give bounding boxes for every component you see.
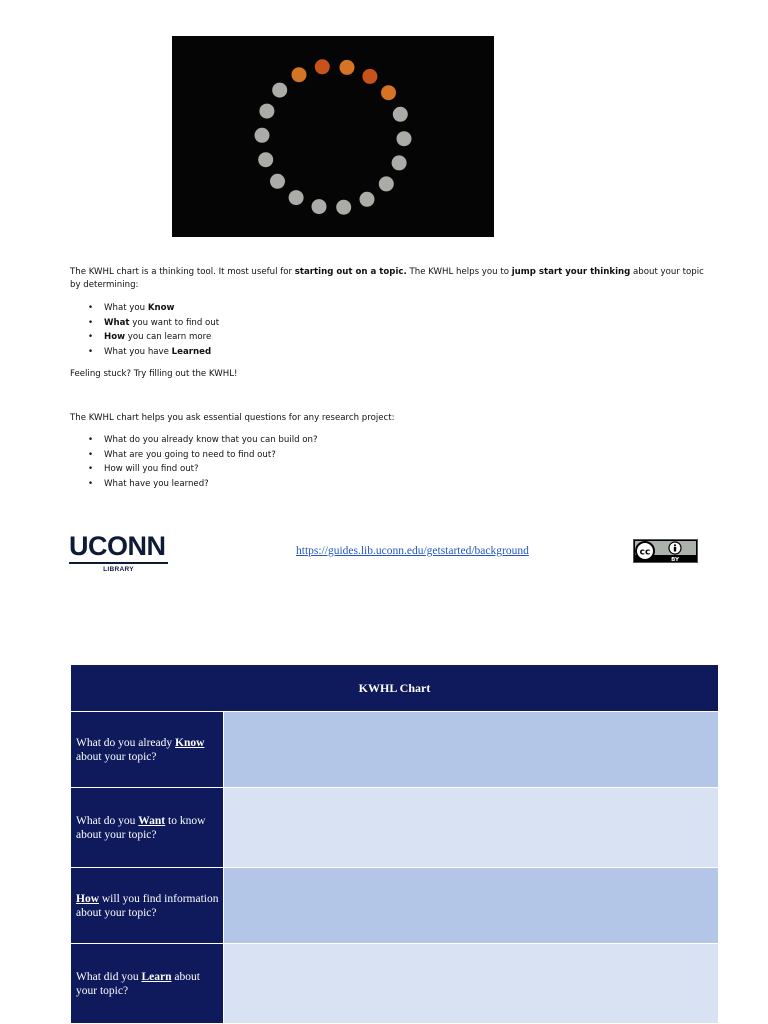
moon-phase xyxy=(315,59,330,74)
svg-text:cc: cc xyxy=(639,547,651,558)
moon-phase xyxy=(336,200,351,215)
list-item: • How will you find out? xyxy=(70,462,318,477)
moon-phase xyxy=(362,69,377,84)
list-item: • What you Know xyxy=(70,301,219,316)
list-item: • How you can learn more xyxy=(70,330,219,345)
questions-list xyxy=(70,433,318,492)
table-title: KWHL Chart xyxy=(71,665,719,712)
table-row xyxy=(71,944,719,1024)
kwhl-chart-table xyxy=(70,664,719,1024)
moon-phase xyxy=(292,67,307,82)
answer-how-cell[interactable] xyxy=(224,868,719,944)
moon-phase xyxy=(312,199,327,214)
list-item: • What you have Learned xyxy=(70,345,219,360)
row-question-know: What do you already Know about your topic? xyxy=(71,712,224,788)
table-row xyxy=(71,712,719,788)
row-question-how: How will you find information about your topic? xyxy=(71,868,224,944)
guide-link[interactable]: https://guides.lib.uconn.edu/getstarted/background xyxy=(296,545,529,557)
moon-phase xyxy=(360,192,375,207)
moon-phase xyxy=(272,83,287,98)
moon-phase xyxy=(259,104,274,119)
intro-bold-2: jump start your thinking xyxy=(511,267,631,277)
essential-text: The KWHL chart helps you ask essential questions for any research project: xyxy=(70,413,395,423)
list-item: • What are you going to need to find out? xyxy=(70,448,318,463)
stuck-text: Feeling stuck? Try filling out the KWHL! xyxy=(70,369,238,379)
list-item: • What do you already know that you can build on? xyxy=(70,433,318,448)
intro-text: The KWHL chart is a thinking tool. It most useful for xyxy=(70,267,295,277)
moon-phase xyxy=(289,190,304,205)
row-question-learn: What did you Learn about your topic? xyxy=(71,944,224,1024)
intro-paragraph xyxy=(70,266,710,291)
eclipse-photo xyxy=(172,36,494,237)
moon-phase xyxy=(393,107,408,122)
moon-phase xyxy=(379,176,394,191)
intro-text-mid: The KWHL helps you to xyxy=(406,267,512,277)
moon-phase xyxy=(258,152,273,167)
list-item: • What have you learned? xyxy=(70,477,318,492)
moon-phase xyxy=(392,155,407,170)
answer-know-cell[interactable] xyxy=(224,712,719,788)
uconn-library-logo: UCONN LIBRARY xyxy=(69,532,169,574)
table-row xyxy=(71,868,719,944)
moon-phase xyxy=(270,174,285,189)
intro-text-end: about your topic by determining: xyxy=(70,267,704,290)
moon-phase xyxy=(381,85,396,100)
intro-bold-1: starting out on a topic. xyxy=(294,267,407,277)
answer-learn-cell[interactable] xyxy=(224,944,719,1024)
answer-want-cell[interactable] xyxy=(224,788,719,868)
moon-phase xyxy=(255,128,270,143)
cc-by-text: BY xyxy=(671,557,679,563)
moon-phase xyxy=(397,131,412,146)
moon-phase xyxy=(340,60,355,75)
row-question-want: What do you Want to know about your topic? xyxy=(71,788,224,868)
list-item: • What you want to find out xyxy=(70,316,219,331)
cc-by-badge xyxy=(633,539,698,563)
kwhl-list xyxy=(70,301,219,360)
table-row xyxy=(71,788,719,868)
